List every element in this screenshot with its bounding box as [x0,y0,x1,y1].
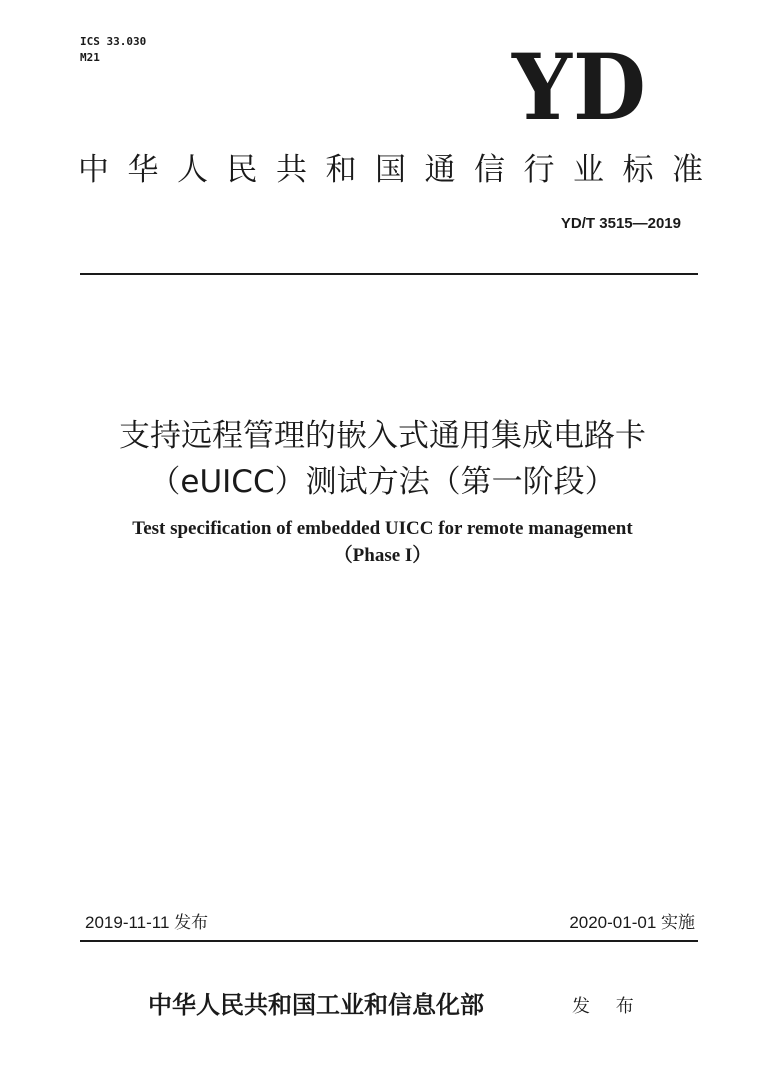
ics-code: ICS 33.030 [80,35,147,48]
classification-code: M21 [80,51,100,64]
english-title-line-2: （Phase I） [333,545,432,566]
standard-number: YD/T 3515—2019 [560,215,681,232]
implementation-date: 2020-01-01 实施 [569,913,695,932]
chinese-title-line-2: （eUICC）测试方法（第一阶段） [149,464,616,500]
ics-block [80,34,146,66]
yd-logo: YD [512,33,647,141]
issue-date: 2019-11-11 发布 [85,913,209,932]
bottom-divider [80,940,698,942]
top-divider [80,273,698,275]
publisher-name: 中华人民共和国工业和信息化部 [148,990,484,1019]
chinese-title-line-1: 支持远程管理的嵌入式通用集成电路卡 [119,418,646,454]
english-title-line-1: Test specification of embedded UICC for remote management [132,518,633,539]
publish-label: 发 布 [572,996,644,1017]
standard-category: 中华人民共和国通信行业标准 [78,152,722,188]
